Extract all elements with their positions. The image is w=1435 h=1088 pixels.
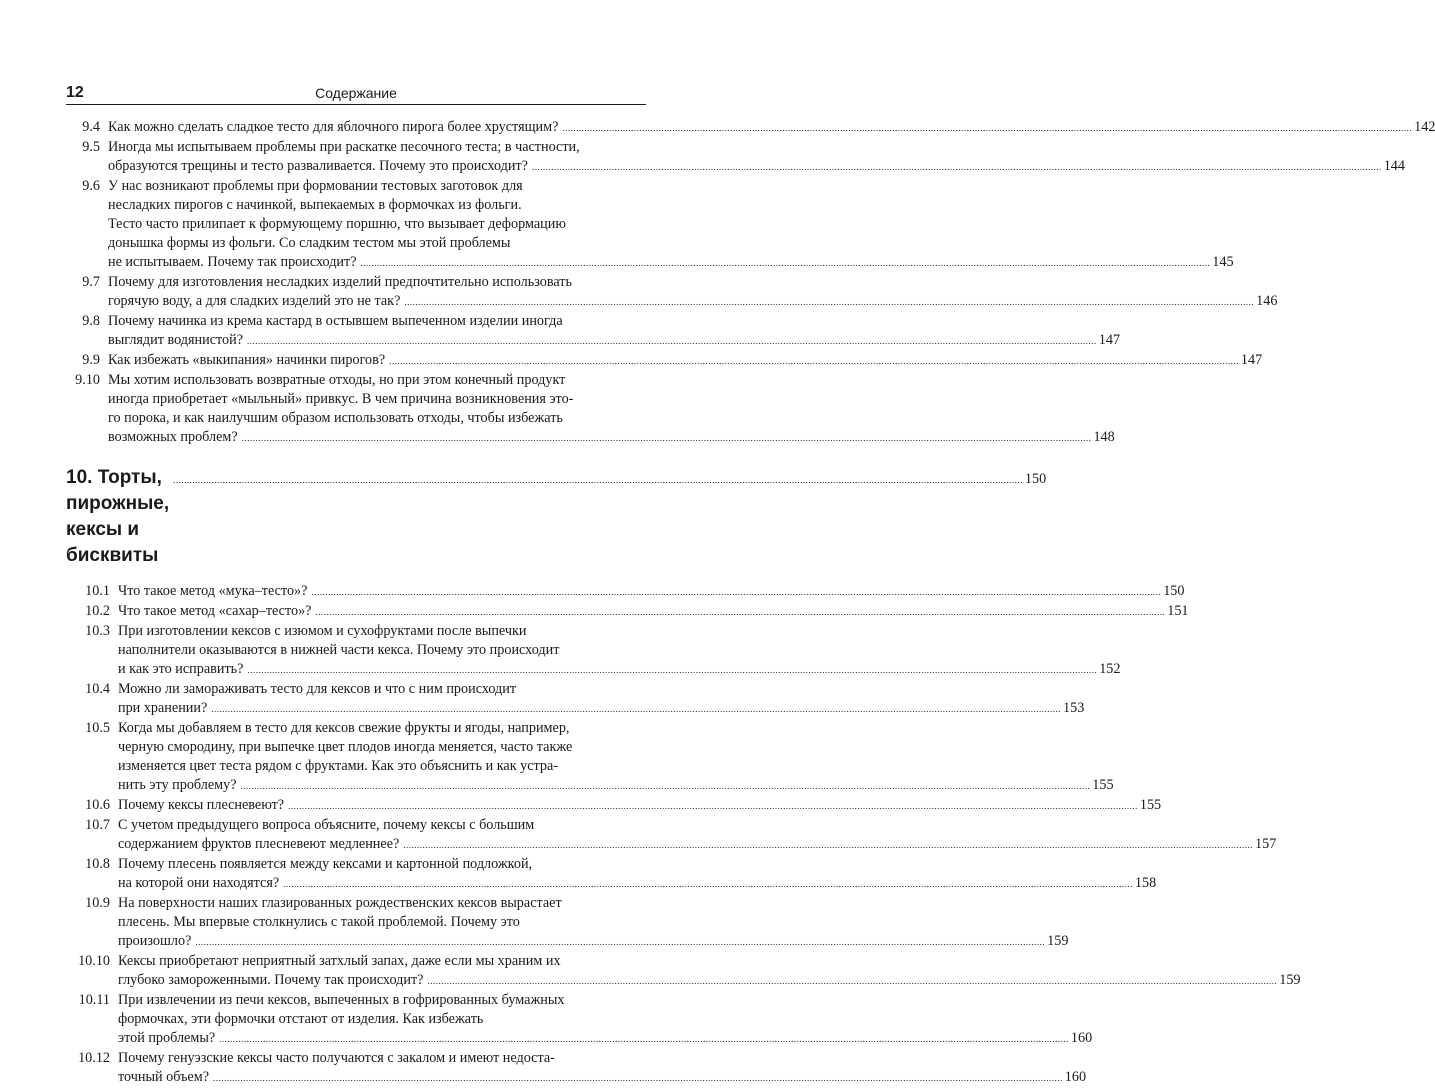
entry-text [118, 719, 1114, 796]
entry-number: 10.3 [85, 623, 110, 639]
entry-number: 10.7 [85, 817, 110, 833]
entry-line: на которой они находятся? [118, 875, 280, 891]
entry-page-number: 151 [1167, 603, 1189, 619]
entry-text [108, 138, 1405, 177]
entry-line: донышка формы из фольги. Со сладким тестом мы этой проблемы [108, 235, 511, 251]
table-of-contents [66, 118, 1435, 1088]
entry-page-number: 153 [1063, 700, 1085, 716]
entry-text [118, 582, 1184, 602]
entry-text [108, 312, 1120, 351]
toc-entry[interactable] [66, 351, 1263, 371]
entry-line: и как это исправить? [118, 661, 244, 677]
entry-line: Как можно сделать сладкое тесто для яблочного пирога более хрустящим? [108, 119, 559, 135]
entry-last-line [118, 1029, 1092, 1049]
entry-text [118, 991, 1092, 1049]
entry-number: 9.8 [82, 313, 100, 329]
entry-last-line [118, 796, 1161, 816]
dot-leader [532, 158, 1382, 177]
entry-text [118, 894, 1068, 952]
entry-text [108, 177, 1234, 273]
entry-line: возможных проблем? [108, 429, 238, 445]
entry-last-line [118, 932, 1068, 952]
toc-entry[interactable] [66, 273, 1278, 312]
entry-line: С учетом предыдущего вопроса объясните, почему кексы с большим [118, 817, 535, 833]
entry-number: 10.11 [78, 992, 110, 1008]
entry-line: выглядит водянистой? [108, 332, 244, 348]
toc-entry[interactable] [66, 312, 1121, 351]
toc-entry[interactable] [66, 816, 1277, 855]
entry-text [118, 680, 1084, 719]
toc-entry[interactable] [66, 855, 1157, 894]
entry-last-line [118, 776, 1114, 796]
entry-last-line [108, 253, 1234, 273]
entry-number: 9.7 [82, 274, 100, 290]
entry-page-number: 146 [1256, 293, 1278, 309]
entry-line: Тесто часто прилипает к формующему поршню, что вызывает деформацию [108, 216, 566, 232]
entry-line: точный объем? [118, 1069, 210, 1085]
dot-leader [213, 1069, 1063, 1088]
entry-line: наполнители оказываются в нижней части кекса. Почему это происходит [118, 642, 560, 658]
entry-text [108, 371, 1115, 448]
entry-line: При извлечении из печи кексов, выпеченных в гофрированных бумажных [118, 992, 565, 1008]
entry-line: Кексы приобретают неприятный затхлый запах, даже если мы храним их [118, 953, 561, 969]
entry-page-number: 157 [1255, 836, 1277, 852]
dot-leader [315, 603, 1165, 622]
entry-text [108, 118, 1435, 138]
entry-line: Почему кексы плесневеют? [118, 797, 285, 813]
entry-line: произошло? [118, 933, 192, 949]
entry-page-number: 147 [1240, 352, 1263, 368]
entry-text [108, 273, 1277, 312]
entry-text [118, 952, 1301, 991]
entry-page-number: 142 [1414, 119, 1435, 135]
entry-line: го порока, и как наилучшим образом использовать отходы, чтобы избежать [108, 410, 563, 426]
entry-number: 9.9 [82, 352, 100, 368]
entry-last-line [118, 874, 1156, 894]
dot-leader [361, 254, 1211, 273]
entry-line: Мы хотим использовать возвратные отходы, но при этом конечный продукт [108, 372, 566, 388]
entry-line: черную смородину, при выпечке цвет плодов иногда меняется, часто также [118, 739, 573, 755]
entry-line: образуются трещины и тесто разваливается. Почему это происходит? [108, 158, 528, 174]
dot-leader [562, 119, 1412, 138]
entry-text [118, 796, 1161, 816]
entry-line: глубоко замороженными. Почему так происходит? [118, 972, 424, 988]
dot-leader [247, 332, 1097, 351]
dot-leader [219, 1030, 1069, 1049]
entry-number: 9.6 [82, 178, 100, 194]
entry-page-number: 160 [1064, 1069, 1087, 1085]
dot-leader [211, 700, 1061, 719]
entry-line: Почему плесень появляется между кексами и картонной подложкой, [118, 856, 533, 872]
dot-leader [427, 972, 1277, 991]
entry-number: 10.2 [85, 603, 110, 619]
entry-last-line [108, 351, 1262, 371]
dot-leader [241, 777, 1091, 796]
entry-number: 10.12 [78, 1050, 110, 1066]
entry-last-line [108, 331, 1120, 351]
entry-line: При изготовлении кексов с изюмом и сухофруктами после выпечки [118, 623, 527, 639]
entry-number: 9.4 [82, 119, 100, 135]
entry-page-number: 148 [1093, 429, 1115, 445]
toc-entry[interactable] [66, 719, 1114, 796]
entry-line: плесень. Мы впервые столкнулись с такой проблемой. Почему это [118, 914, 520, 930]
entry-line: несладких пирогов с начинкой, выпекаемых в формочках из фольги. [108, 197, 522, 213]
dot-leader [389, 352, 1239, 371]
dot-leader [311, 583, 1161, 602]
entry-last-line [118, 971, 1301, 991]
entry-page-number: 144 [1383, 158, 1405, 174]
entry-last-line [108, 292, 1277, 312]
entry-page-number: 158 [1134, 875, 1157, 891]
section-10-entries [66, 582, 1301, 1088]
entry-number: 10.10 [78, 953, 110, 969]
entry-page-number: 155 [1092, 777, 1114, 793]
toc-entry[interactable] [66, 118, 1435, 138]
entry-line: не испытываем. Почему так происходит? [108, 254, 357, 270]
entry-page-number: 159 [1047, 933, 1069, 949]
toc-entry[interactable] [66, 991, 1093, 1049]
dot-leader [283, 875, 1133, 894]
entry-text [108, 351, 1262, 371]
entry-line: формочках, эти формочки отстают от изделия. Как избежать [118, 1011, 484, 1027]
entry-line: горячую воду, а для сладких изделий это не так? [108, 293, 401, 309]
dot-leader [288, 797, 1138, 816]
entry-last-line [108, 157, 1405, 177]
entry-line: У нас возникают проблемы при формовании тестовых заготовок для [108, 178, 523, 194]
entry-page-number: 155 [1139, 797, 1162, 813]
entry-page-number: 147 [1098, 332, 1121, 348]
entry-last-line [118, 699, 1084, 719]
entry-line: изменяется цвет теста рядом с фруктами. Как это объяснить и как устра- [118, 758, 559, 774]
entry-last-line [108, 118, 1435, 138]
entry-number: 10.6 [85, 797, 110, 813]
toc-entry[interactable] [66, 582, 1185, 602]
dot-leader [242, 429, 1092, 448]
entry-line: Почему генуэзские кексы часто получаются с закалом и имеют недоста- [118, 1050, 555, 1066]
entry-line: этой проблемы? [118, 1030, 216, 1046]
entry-line: содержанием фруктов плесневеют медленнее? [118, 836, 400, 852]
running-title: Содержание [315, 85, 397, 101]
entry-last-line [118, 660, 1120, 680]
entry-text [118, 816, 1276, 855]
entry-last-line [118, 602, 1189, 622]
chapter-heading[interactable] [66, 465, 1047, 569]
entry-number: 9.5 [82, 139, 100, 155]
toc-entry[interactable] [66, 894, 1069, 952]
page-number: 12 [66, 84, 84, 101]
entry-last-line [118, 1068, 1086, 1088]
entry-number: 9.10 [75, 372, 100, 388]
entry-line: Почему начинка из крема кастард в остывшем выпеченном изделии иногда [108, 313, 563, 329]
chapter-title: 10. Торты, пирожные, кексы и бисквиты [66, 467, 170, 566]
entry-line: нить эту проблему? [118, 777, 237, 793]
entry-number: 10.4 [85, 681, 110, 697]
toc-entry[interactable] [66, 371, 1115, 448]
dot-leader [404, 293, 1254, 312]
toc-entry[interactable] [66, 1049, 1087, 1088]
toc-entry[interactable] [66, 680, 1085, 719]
entry-number: 10.9 [85, 895, 110, 911]
entry-line: На поверхности наших глазированных рождественских кексов вырастает [118, 895, 562, 911]
entry-number: 10.8 [85, 856, 110, 872]
section-9-entries [66, 118, 1435, 448]
entry-page-number: 159 [1279, 972, 1301, 988]
entry-line: Можно ли замораживать тесто для кексов и что с ним происходит [118, 681, 517, 697]
entry-line: при хранении? [118, 700, 208, 716]
entry-line: Когда мы добавляем в тесто для кексов свежие фрукты и ягоды, например, [118, 720, 570, 736]
entry-text [118, 622, 1120, 680]
toc-entry[interactable] [66, 177, 1234, 273]
entry-page-number: 152 [1099, 661, 1121, 677]
page-header [66, 82, 646, 105]
entry-page-number: 150 [1163, 583, 1185, 599]
toc-entry[interactable] [66, 602, 1189, 622]
entry-line: Что такое метод «сахар–тесто»? [118, 603, 312, 619]
dot-leader [247, 661, 1097, 680]
entry-text [118, 1049, 1086, 1088]
entry-text [118, 855, 1156, 894]
dot-leader [195, 933, 1045, 952]
entry-line: Как избежать «выкипания» начинки пирогов? [108, 352, 386, 368]
entry-line: иногда приобретает «мыльный» привкус. В чем причина возникновения это- [108, 391, 574, 407]
entry-last-line [118, 835, 1276, 855]
dot-leader [403, 836, 1253, 855]
dot-leader [173, 467, 1023, 493]
entry-text [118, 602, 1189, 622]
toc-entry[interactable] [66, 796, 1162, 816]
entry-line: Иногда мы испытываем проблемы при раскатке песочного теста; в частности, [108, 139, 580, 155]
toc-entry[interactable] [66, 138, 1405, 177]
entry-last-line [118, 582, 1184, 602]
chapter-page-number: 150 [1024, 471, 1047, 487]
entry-page-number: 145 [1212, 254, 1234, 270]
entry-number: 10.5 [85, 720, 110, 736]
entry-line: Что такое метод «мука–тесто»? [118, 583, 308, 599]
entry-number: 10.1 [85, 583, 110, 599]
entry-last-line [108, 428, 1115, 448]
toc-entry[interactable] [66, 622, 1121, 680]
toc-entry[interactable] [66, 952, 1301, 991]
entry-line: Почему для изготовления несладких изделий предпочтительно использовать [108, 274, 572, 290]
entry-page-number: 160 [1070, 1030, 1093, 1046]
